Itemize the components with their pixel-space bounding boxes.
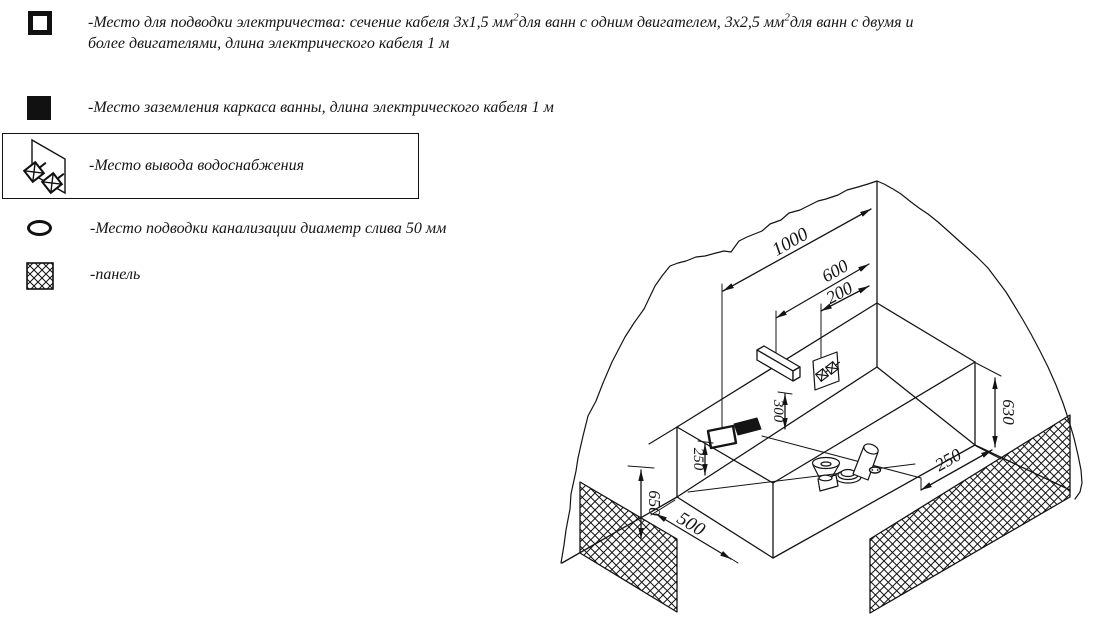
electric-outlet-symbol — [28, 11, 52, 35]
dim-label-250-left: 250 — [690, 447, 706, 471]
legend-electricity-sup-1: 2 — [513, 11, 519, 24]
legend-electricity-text-1: -Место для подводки электричества: сечение кабеля 3х1,5 мм — [88, 14, 514, 31]
legend-electricity-text-3: для ванн с двумя и — [789, 14, 914, 31]
dim-label-300: 300 — [770, 399, 786, 423]
dim-label-1000: 1000 — [768, 223, 812, 261]
legend-item-sewer: -Место подводки канализации диаметр слива 50 мм — [90, 220, 447, 237]
panel-symbol — [26, 262, 54, 290]
legend-item-electricity — [88, 12, 1098, 54]
shower-bracket — [757, 346, 800, 381]
legend-electricity-text-4: более двигателями, длина электрического кабеля 1 м — [88, 35, 450, 52]
legend-electricity-sup-2: 2 — [784, 11, 790, 24]
dim-label-500: 500 — [673, 507, 709, 541]
panel-right — [870, 415, 1070, 613]
legend-item-grounding: -Место заземления каркаса ванны, длина электрического кабеля 1 м — [88, 99, 554, 116]
dim-label-650: 650 — [645, 490, 664, 516]
sewer-symbol — [27, 220, 52, 236]
legend-item-panel: -панель — [90, 266, 141, 283]
electric-outlet-icon — [708, 418, 761, 448]
legend-item-water-box — [2, 133, 419, 199]
water-supply-symbol — [19, 138, 73, 198]
dim-label-600: 600 — [818, 255, 852, 287]
legend-item-water: -Место вывода водоснабжения — [89, 157, 305, 174]
dimension-630 — [976, 363, 1001, 459]
grounding-symbol — [27, 96, 51, 120]
dim-label-200: 200 — [822, 277, 856, 308]
sewer-connection-icon — [870, 467, 881, 473]
isometric-installation-diagram — [550, 150, 1103, 633]
drain-siphon — [813, 442, 881, 491]
dim-label-250-right: 250 — [931, 444, 965, 476]
legend-electricity-text-2: для ванн с одним двигателем, 3х2,5 мм — [518, 14, 785, 31]
water-supply-icon — [813, 352, 842, 390]
dim-label-630: 630 — [999, 399, 1018, 425]
